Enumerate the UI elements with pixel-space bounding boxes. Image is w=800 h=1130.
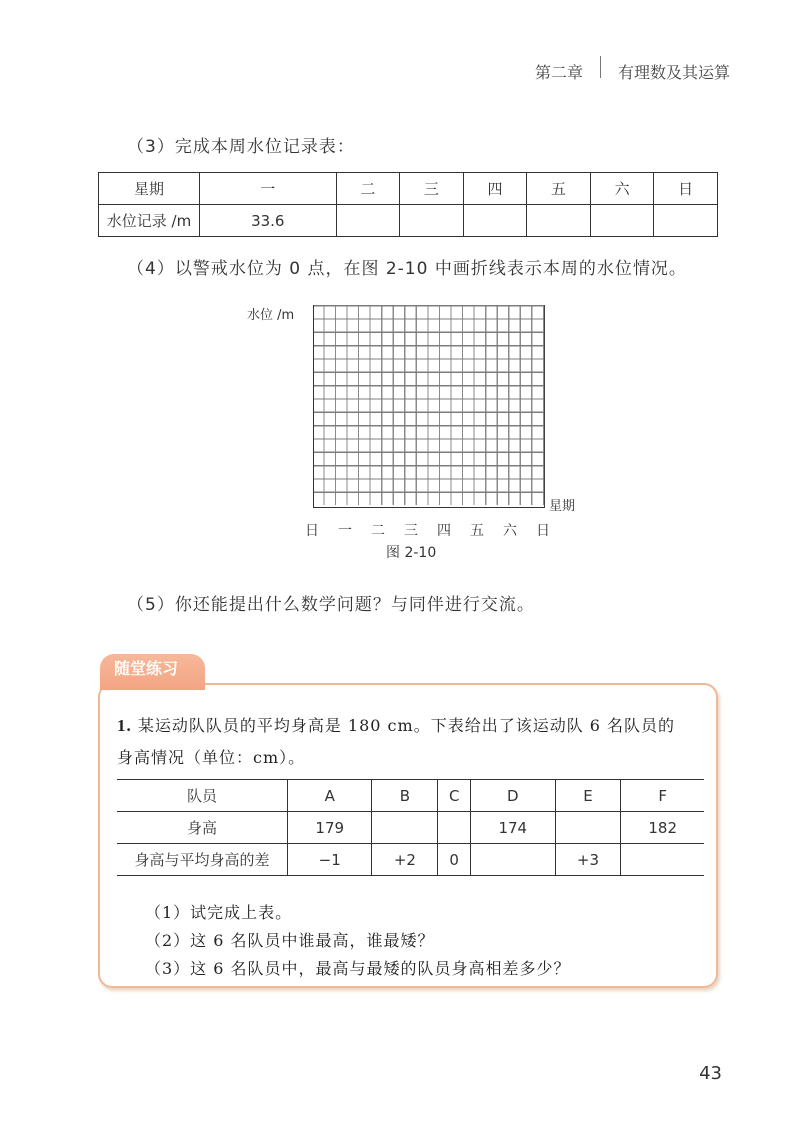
- table-cell: 五: [527, 173, 591, 205]
- x-axis: [313, 507, 545, 508]
- table-row: [117, 844, 704, 876]
- table-cell: 174: [471, 812, 555, 844]
- table-cell: 四: [463, 173, 527, 205]
- table-cell: [555, 812, 621, 844]
- exercise-line-1: [117, 713, 675, 736]
- x-tick-label: 四: [437, 523, 451, 539]
- question-4-text: （4）以警戒水位为 0 点，在图 2-10 中画折线表示本周的水位情况。: [127, 259, 687, 279]
- chapter-label: 第二章: [535, 63, 584, 82]
- table-cell: 日: [654, 173, 718, 205]
- water-level-table: [98, 172, 718, 237]
- sub-question-1: （1）试完成上表。: [145, 903, 293, 922]
- table-cell: [372, 812, 438, 844]
- table-cell: +2: [372, 844, 438, 876]
- table-cell: [527, 205, 591, 237]
- table-cell: [590, 205, 654, 237]
- table-cell: 六: [590, 173, 654, 205]
- figure-caption: 图 2-10: [386, 545, 437, 561]
- table-cell: [471, 844, 555, 876]
- table-cell: E: [555, 780, 621, 812]
- table-cell: 身高: [117, 812, 288, 844]
- table-cell: 三: [400, 173, 464, 205]
- table-row: [117, 780, 704, 812]
- table-cell: 星期: [99, 173, 200, 205]
- table-row: [99, 205, 718, 237]
- table-cell: C: [438, 780, 471, 812]
- table-row: [99, 173, 718, 205]
- x-tick-label: 日: [305, 523, 319, 539]
- height-table: [117, 779, 704, 876]
- practice-tab: 随堂练习: [100, 654, 205, 690]
- table-cell: 一: [200, 173, 337, 205]
- chapter-title: 有理数及其运算: [618, 63, 731, 82]
- header-divider: [600, 56, 601, 78]
- table-cell: +3: [555, 844, 621, 876]
- table-cell: [400, 205, 464, 237]
- x-tick-label: 一: [338, 523, 352, 539]
- sub-question-2: （2）这 6 名队员中谁最高，谁最矮？: [145, 931, 435, 950]
- table-cell: 二: [336, 173, 400, 205]
- page-number: 43: [699, 1063, 722, 1084]
- table-cell: [336, 205, 400, 237]
- table-cell: [438, 812, 471, 844]
- table-cell: 队员: [117, 780, 288, 812]
- x-axis-label: 星期: [549, 499, 576, 514]
- grid-border: [544, 305, 545, 507]
- table-cell: 33.6: [200, 205, 337, 237]
- exercise-text: 某运动队队员的平均身高是 180 cm。下表给出了该运动队 6 名队员的: [137, 716, 676, 735]
- table-cell: 182: [621, 812, 704, 844]
- x-tick-label: 二: [371, 523, 385, 539]
- table-cell: [463, 205, 527, 237]
- table-row: [117, 812, 704, 844]
- table-cell: [654, 205, 718, 237]
- table-cell: B: [372, 780, 438, 812]
- x-tick-label: 五: [470, 523, 484, 539]
- table-cell: [621, 844, 704, 876]
- table-cell: 身高与平均身高的差: [117, 844, 288, 876]
- graph-grid: [313, 305, 544, 505]
- table-cell: D: [471, 780, 555, 812]
- sub-question-3: （3）这 6 名队员中，最高与最矮的队员身高相差多少？: [145, 959, 571, 978]
- x-tick-label: 三: [404, 523, 418, 539]
- exercise-number: 1.: [117, 716, 132, 735]
- table-cell: 179: [288, 812, 372, 844]
- y-axis: [313, 305, 314, 507]
- exercise-line-2: 身高情况（单位：cm）。: [117, 748, 306, 767]
- question-5-text: （5）你还能提出什么数学问题？与同伴进行交流。: [127, 595, 535, 615]
- table-cell: A: [288, 780, 372, 812]
- table-cell: F: [621, 780, 704, 812]
- y-axis-label: 水位 /m: [247, 308, 295, 323]
- table-cell: 0: [438, 844, 471, 876]
- question-3-text: （3）完成本周水位记录表：: [127, 137, 355, 157]
- table-cell: 水位记录 /m: [99, 205, 200, 237]
- x-tick-label: 六: [503, 523, 517, 539]
- table-cell: −1: [288, 844, 372, 876]
- x-tick-label: 日: [536, 523, 550, 539]
